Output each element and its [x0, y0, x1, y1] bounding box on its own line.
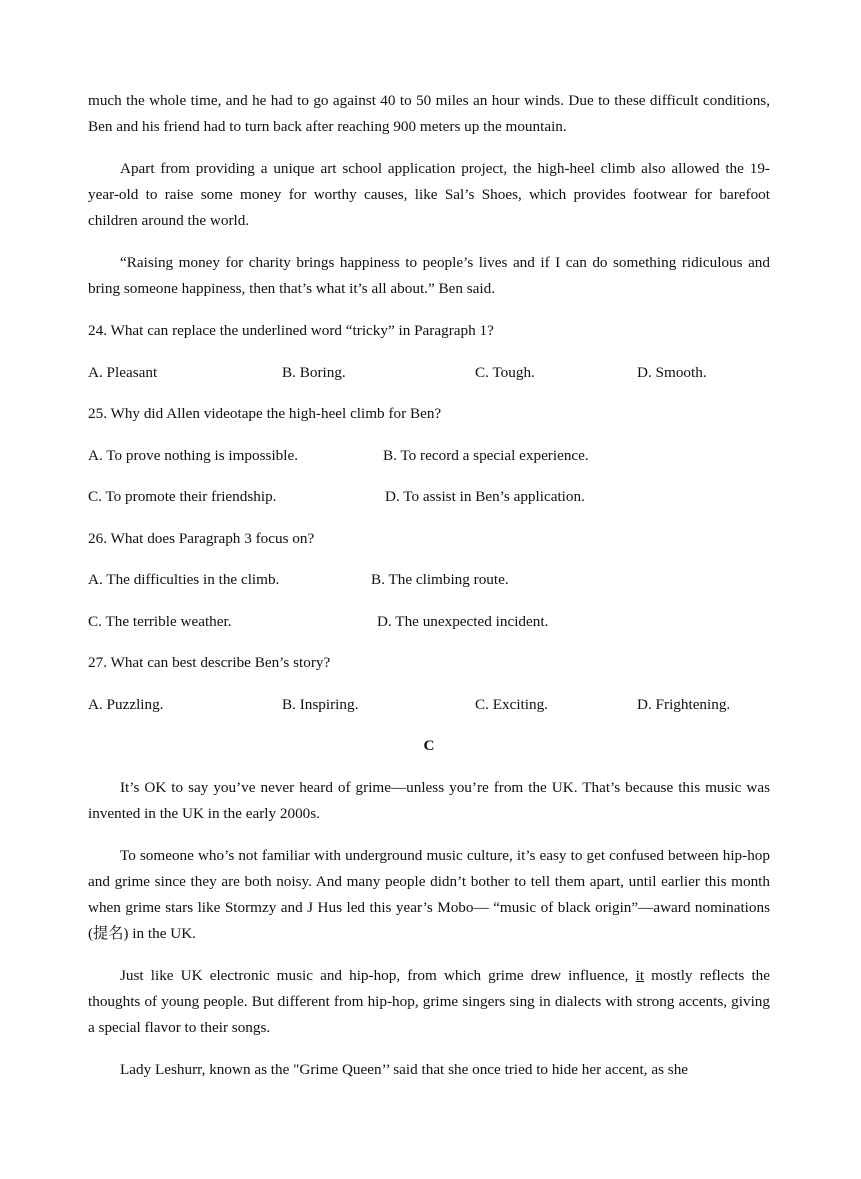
question-27-stem: 27. What can best describe Ben’s story?: [88, 654, 331, 671]
question-27-option-d: D. Frightening.: [637, 695, 731, 713]
question-26-stem: 26. What does Paragraph 3 focus on?: [88, 529, 315, 547]
question-27-options: [88, 692, 770, 718]
passage-b-charity-paragraph: Apart from providing a unique art school application project, the high-heel climb also allowed the 19-year-old to raise some money for worthy causes, like Sal’s Shoes, which provides footwear for barefoot children around the world.: [88, 160, 770, 229]
question-25-options-row-2: [88, 484, 770, 510]
passage-b-continued-paragraph: much the whole time, and he had to go against 40 to 50 miles an hour winds. Due to these difficult conditions, Ben and his friend had to turn back after reaching 900 meters up the mountain.: [88, 92, 770, 135]
question-24-option-d: D. Smooth.: [637, 363, 707, 381]
question-26-option-d: D. The unexpected incident.: [377, 612, 549, 630]
section-c-heading: C: [423, 737, 435, 754]
question-26-option-c: C. The terrible weather.: [88, 612, 232, 630]
question-25-option-d: D. To assist in Ben’s application.: [385, 488, 585, 505]
section-c-paragraph-1: It’s OK to say you’ve never heard of grime—unless you’re from the UK. That’s because this music was invented in the UK in the early 2000s.: [88, 778, 770, 822]
question-24-options: [88, 360, 770, 386]
question-25-option-c: C. To promote their friendship.: [88, 488, 277, 505]
question-26-option-b: B. The climbing route.: [371, 571, 509, 588]
question-25-option-b: B. To record a special experience.: [383, 446, 589, 464]
question-27-option-c: C. Exciting.: [475, 695, 548, 713]
underlined-word-it: it: [635, 966, 645, 984]
section-c-paragraph-3-start: Just like UK electronic music and hip-hop, from which grime drew influence,: [120, 966, 636, 984]
question-25-options-row-1: [88, 443, 770, 469]
question-26-options-row-1: [88, 567, 770, 593]
question-24-option-b: B. Boring.: [282, 363, 346, 381]
question-24-stem: 24. What can replace the underlined word “tricky” in Paragraph 1?: [88, 322, 494, 339]
document-page: [88, 88, 770, 1083]
section-c-paragraph-3: [88, 963, 770, 1041]
question-27-option-b: B. Inspiring.: [282, 695, 359, 713]
question-24-option-a: A. Pleasant: [88, 363, 158, 381]
section-c-paragraph-3-end: mostly reflects the thoughts of young people. But different from hip-hop, grime singers sing in dialects with strong accents, giving a special flavor to their songs.: [88, 966, 771, 1036]
passage-b-quote-paragraph: “Raising money for charity brings happiness to people’s lives and if I can do something ridiculous and bring someone happiness, then that’s what it’s all about.” Ben said.: [88, 254, 770, 297]
question-26-option-a: A. The difficulties in the climb.: [88, 571, 280, 588]
section-c-paragraph-2: To someone who’s not familiar with underground music culture, it’s easy to get confused between hip-hop and grime since they are both noisy. And many people didn’t bother to tell them apart, until earlier this month when grime stars like Stormzy and J Hus led this year’s Mobo— “music of black origin”—award nominations (提名) in the UK.: [88, 846, 770, 942]
question-24-option-c: C. Tough.: [475, 363, 535, 381]
question-26-options-row-2: [88, 609, 770, 635]
question-25-option-a: A. To prove nothing is impossible.: [88, 446, 299, 464]
question-27-option-a: A. Puzzling.: [88, 695, 164, 713]
question-25-stem: 25. Why did Allen videotape the high-heel climb for Ben?: [88, 405, 442, 422]
section-c-paragraph-4: Lady Leshurr, known as the "Grime Queen’’ said that she once tried to hide her accent, as she: [120, 1060, 689, 1078]
